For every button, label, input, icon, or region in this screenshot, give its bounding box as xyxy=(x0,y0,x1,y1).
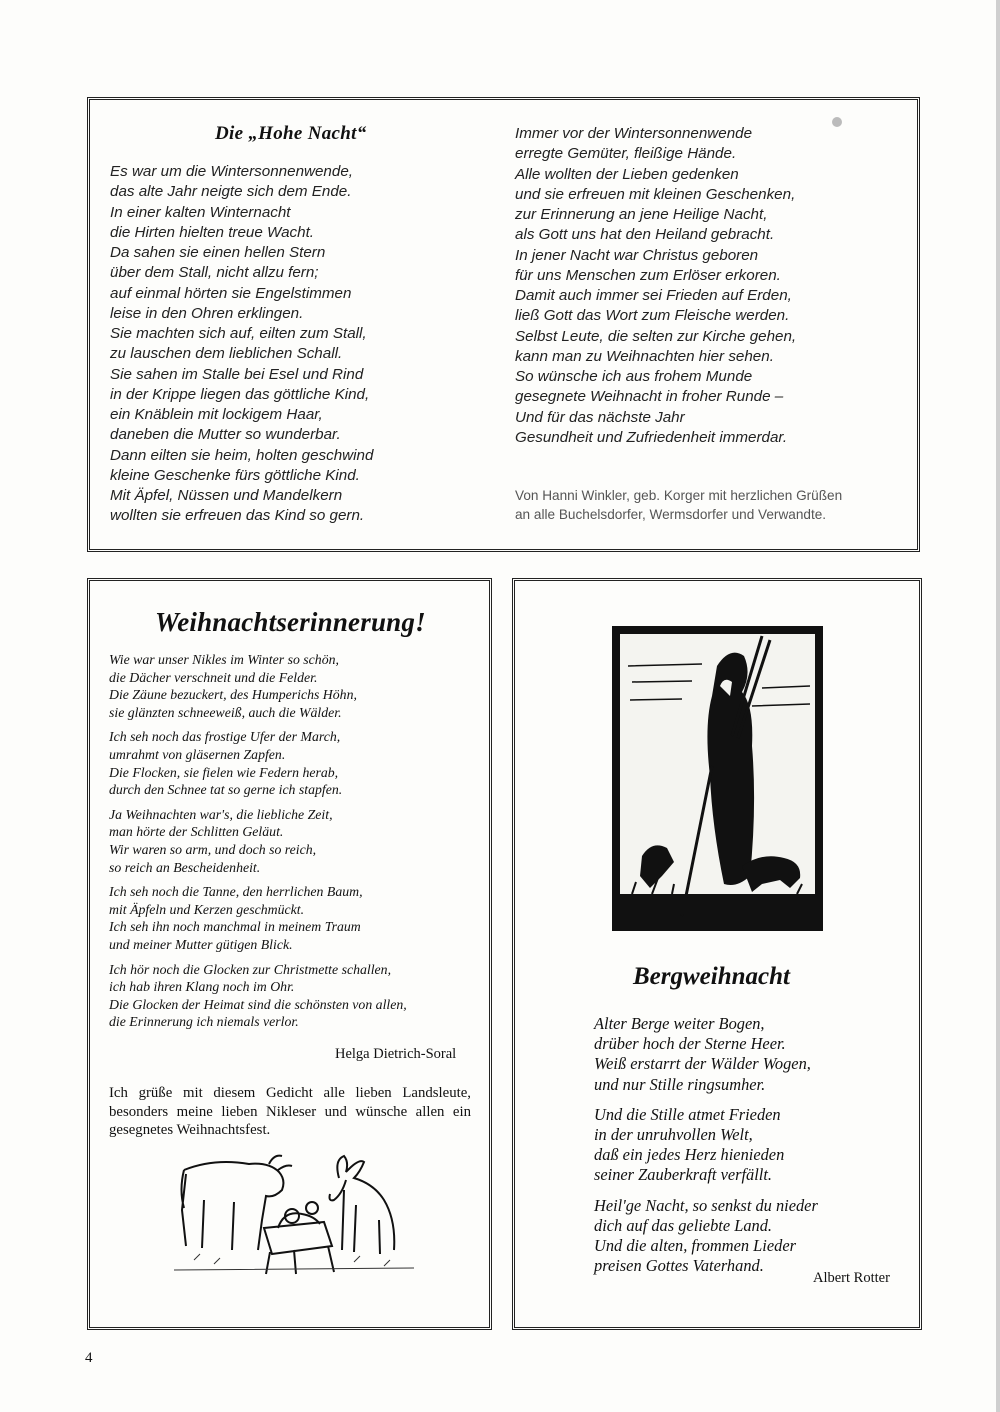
poem-line: Die Glocken der Heimat sind die schönsten von allen, xyxy=(109,996,407,1012)
poem-line: Alle wollten der Lieben gedenken xyxy=(515,165,739,183)
poem-line: und nur Stille ringsumher. xyxy=(594,1074,766,1094)
poem-line: so reich an Bescheidenheit. xyxy=(109,859,261,875)
poem-line: in der Krippe liegen das göttliche Kind, xyxy=(110,385,370,403)
poem-line: leise in den Ohren erklingen. xyxy=(110,304,304,322)
poem-line: als Gott uns hat den Heiland gebracht. xyxy=(515,226,775,244)
poem-line: gesegnete Weihnacht in froher Runde – xyxy=(515,388,784,406)
page-number: 4 xyxy=(85,1350,93,1366)
poem-line: mit Äpfeln und Kerzen geschmückt. xyxy=(109,901,305,917)
poem-line: Immer vor der Wintersonnenwende xyxy=(515,125,753,142)
poem-line: kann man zu Weihnachten hier sehen. xyxy=(515,347,774,365)
poem-line: Ich seh ihn noch manchmal in meinem Traum xyxy=(109,919,361,935)
poem-line: zur Erinnerung an jene Heilige Nacht, xyxy=(515,206,768,223)
poem-body xyxy=(594,1014,894,1286)
poem-line: In jener Nacht war Christus geboren xyxy=(515,246,759,264)
stanza xyxy=(594,1105,894,1186)
woodcut-illustration xyxy=(612,626,823,931)
poem-line: für uns Menschen zum Erlöser erkoren. xyxy=(515,266,781,284)
poem-line: Und die alten, frommen Lieder xyxy=(594,1236,796,1256)
poem-line: Gesundheit und Zufriedenheit immerdar. xyxy=(515,428,788,446)
poem-line: das alte Jahr neigte sich dem Ende. xyxy=(110,183,352,201)
poem-line: drüber hoch der Sterne Heer. xyxy=(594,1034,786,1054)
poem-line: und meiner Mutter gütigen Blick. xyxy=(109,936,293,952)
poem-line: durch den Schnee tat so gerne ich stapfen. xyxy=(109,782,343,798)
poem-author: Albert Rotter xyxy=(813,1270,890,1286)
poem-line: ließ Gott das Wort zum Fleische werden. xyxy=(515,307,790,325)
poem-line: Ich seh noch die Tanne, den herrlichen Baum, xyxy=(109,884,363,900)
stanza xyxy=(109,961,479,1031)
poem-line: In einer kalten Winternacht xyxy=(110,203,291,221)
poem-column-right xyxy=(515,124,900,448)
poem-line: ein Knäblein mit lockigem Haar, xyxy=(110,406,323,423)
poem-line: Heil'ge Nacht, so senkst du nieder xyxy=(594,1195,818,1215)
poem-line: Weiß erstarrt der Wälder Wogen, xyxy=(594,1054,811,1074)
poem-line: auf einmal hörten sie Engelstimmen xyxy=(110,284,352,302)
poem-line: daneben die Mutter so wunderbar. xyxy=(110,426,341,444)
poem-line: die Hirten hielten treue Wacht. xyxy=(110,223,315,241)
poem-line: Ja Weihnachten war's, die liebliche Zeit, xyxy=(109,806,333,822)
stanza xyxy=(109,651,479,721)
poem-line: Und für das nächste Jahr xyxy=(515,408,685,426)
greeting-note: Ich grüße mit diesem Gedicht alle lieben Landsleute, besonders meine lieben Nikleser und wünsche allen ein gesegnetes Weihnachtsfest. xyxy=(109,1085,471,1138)
poem-line: über dem Stall, nicht allzu fern; xyxy=(110,264,319,282)
poem-line: die Erinnerung ich niemals verlor. xyxy=(109,1014,299,1030)
poem-line: So wünsche ich aus frohem Munde xyxy=(515,368,753,385)
poem-line: Sie machten sich auf, eilten zum Stall, xyxy=(110,325,367,342)
poem-line: Dann eilten sie heim, holten geschwind xyxy=(110,446,374,464)
poem-body xyxy=(109,651,479,1038)
poem-line: Selbst Leute, die selten zur Kirche gehen, xyxy=(515,327,797,345)
poem-line: wollten sie erfreuen das Kind so gern. xyxy=(110,507,365,525)
poem-title: Bergweihnacht xyxy=(633,963,790,990)
poem-line: dich auf das geliebte Land. xyxy=(594,1215,773,1235)
poem-line: Wir waren so arm, und doch so reich, xyxy=(109,841,317,857)
poem-line: Da sahen sie einen hellen Stern xyxy=(110,244,326,261)
poem-line: sie glänzten schneeweiß, auch die Wälder. xyxy=(109,704,342,720)
stanza xyxy=(109,806,479,876)
stanza xyxy=(109,728,479,798)
stanza xyxy=(594,1014,894,1095)
poem-line: Mit Äpfel, Nüssen und Mandelkern xyxy=(110,487,343,504)
poem-line: in der unruhvollen Welt, xyxy=(594,1125,753,1145)
poem-line: daß ein jedes Herz hienieden xyxy=(594,1145,785,1165)
poem-line: umrahmt von gläsernen Zapfen. xyxy=(109,746,286,762)
poem-line: Damit auch immer sei Frieden auf Erden, xyxy=(515,287,792,304)
poem-line: Und die Stille atmet Frieden xyxy=(594,1104,781,1124)
poem-line: man hörte der Schlitten Geläut. xyxy=(109,824,284,840)
poem-line: Es war um die Wintersonnenwende, xyxy=(110,163,353,180)
poem-credit xyxy=(515,486,900,524)
poem-line: und sie erfreuen mit kleinen Geschenken, xyxy=(515,185,796,203)
poem-line: Die Flocken, sie fielen wie Federn herab, xyxy=(109,764,339,780)
poem-line: Ich seh noch das frostige Ufer der March, xyxy=(109,729,341,745)
poem-line: die Dächer verschneit und die Felder. xyxy=(109,669,318,685)
poem-line: Ich hör noch die Glocken zur Christmette schallen, xyxy=(109,961,392,977)
poem-author: Helga Dietrich-Soral xyxy=(335,1046,457,1062)
poem-line: preisen Gottes Vaterhand. xyxy=(594,1256,764,1276)
nativity-illustration xyxy=(174,1150,414,1275)
poem-line: erregte Gemüter, fleißige Hände. xyxy=(515,145,737,163)
poem-line: Sie sahen im Stalle bei Esel und Rind xyxy=(110,365,364,383)
poem-title: Die „Hohe Nacht“ xyxy=(215,123,367,144)
scan-edge xyxy=(996,0,1000,1412)
poem-line: kleine Geschenke fürs göttliche Kind. xyxy=(110,466,360,484)
poem-line: Wie war unser Nikles im Winter so schön, xyxy=(109,652,339,667)
stanza xyxy=(594,1196,894,1277)
poem-line: seiner Zauberkraft verfällt. xyxy=(594,1165,773,1185)
poem-line: Alter Berge weiter Bogen, xyxy=(594,1014,765,1033)
poem-line: ich hab ihren Klang noch im Ohr. xyxy=(109,979,295,995)
poem-line: Die Zäune bezuckert, des Humperichs Höhn, xyxy=(109,687,357,703)
poem-title: Weihnachtserinnerung! xyxy=(155,607,426,637)
credit-line: an alle Buchelsdorfer, Wermsdorfer und Verwandte. xyxy=(515,507,827,522)
poem-column-left xyxy=(110,162,490,527)
credit-line: Von Hanni Winkler, geb. Korger mit herzlichen Grüßen xyxy=(515,488,843,503)
stanza xyxy=(109,883,479,953)
poem-line: zu lauschen dem lieblichen Schall. xyxy=(110,345,343,363)
